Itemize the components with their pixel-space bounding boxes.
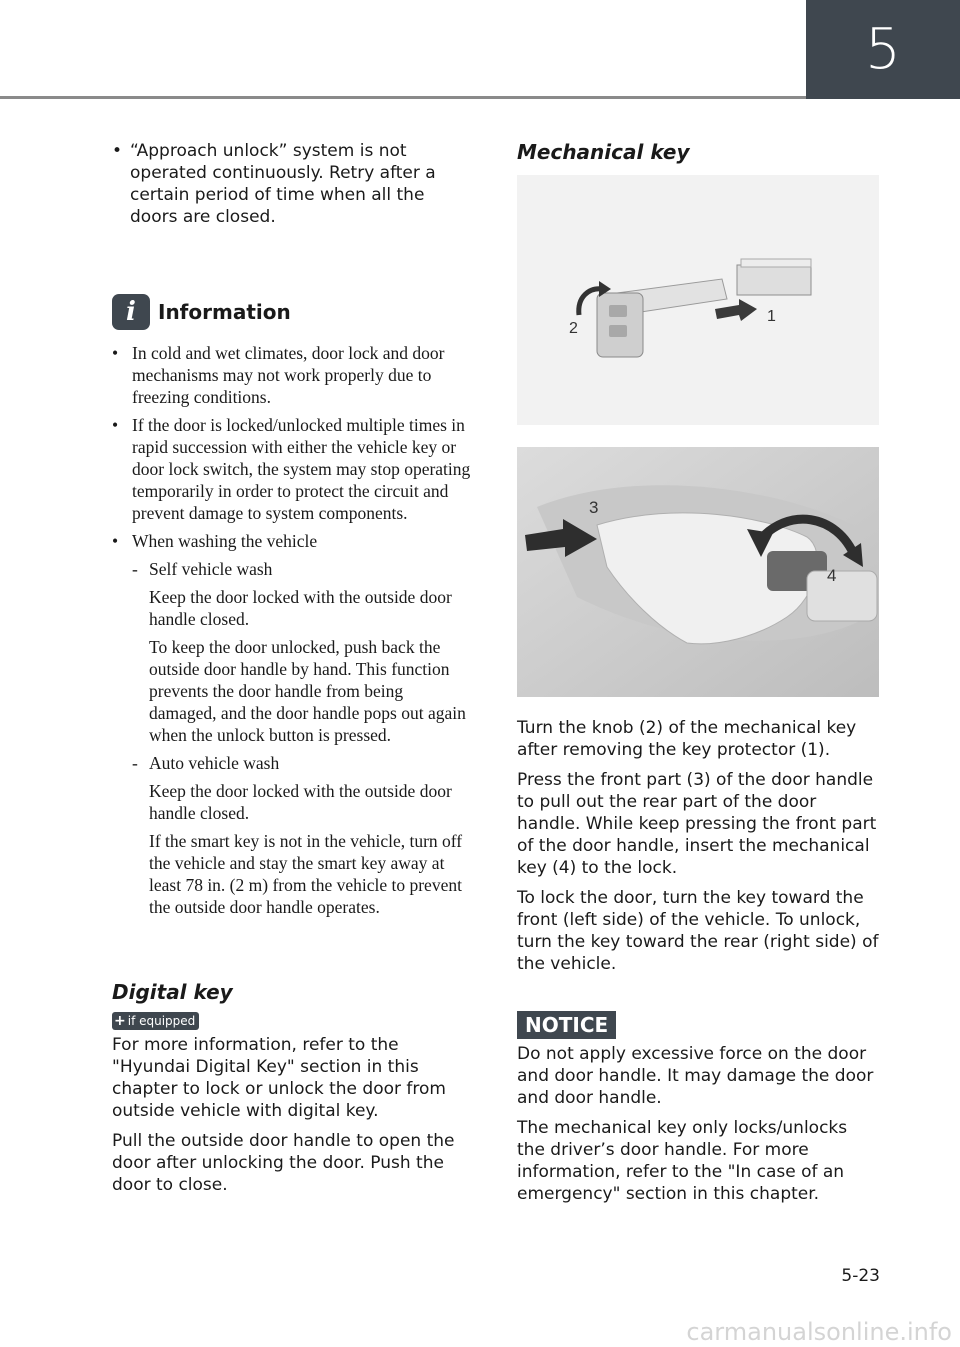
plus-icon: + bbox=[114, 1013, 126, 1029]
auto-wash-item: - Auto vehicle wash bbox=[132, 753, 280, 773]
chapter-tab: 5 bbox=[806, 0, 960, 99]
approach-unlock-bullet bbox=[112, 140, 472, 228]
header-rule bbox=[0, 96, 806, 99]
figure-label: 2 bbox=[569, 320, 578, 337]
auto-wash-paragraph: If the smart key is not in the vehicle, turn off the vehicle and stay the smart key away at least 78 in. (2 m) from the vehicle to prevent the outside door handle operates. bbox=[149, 831, 463, 917]
approach-unlock-text: “Approach unlock” system is not operated continuously. Retry after a certain period of time when all the doors are closed. bbox=[130, 141, 436, 227]
info-bullet: • If the door is locked/unlocked multiple times in rapid succession with either the vehicle key or door lock switch, the system may stop operating temporarily in order to protect the circuit and prevent damage to system components. bbox=[112, 415, 471, 523]
mechanical-key-paragraph: To lock the door, turn the key toward the front (left side) of the vehicle. To unlock, turn the key toward the rear (right side) of the vehicle. bbox=[517, 888, 879, 974]
figure-label: 1 bbox=[767, 308, 776, 325]
mechanical-key-paragraph: Press the front part (3) of the door handle to pull out the rear part of the door handle. While keep pressing the front part of the door handle, insert the mechanical key (4) to the lock. bbox=[517, 770, 877, 878]
mechanical-key-paragraph: Turn the knob (2) of the mechanical key after removing the key protector (1). bbox=[517, 718, 857, 760]
figure-label: 3 bbox=[589, 498, 599, 517]
bullet-dot: • bbox=[112, 141, 123, 161]
digital-key-title: Digital key bbox=[112, 980, 233, 1004]
figure-label: 4 bbox=[827, 566, 837, 585]
information-header bbox=[112, 294, 472, 330]
information-icon: i bbox=[112, 294, 150, 330]
right-column bbox=[517, 140, 879, 1205]
door-handle-illustration bbox=[517, 447, 879, 697]
mechanical-key-title: Mechanical key bbox=[517, 140, 690, 164]
info-bullet: • When washing the vehicle bbox=[112, 531, 318, 551]
notice-label: NOTICE bbox=[517, 1011, 616, 1039]
notice-paragraph: The mechanical key only locks/unlocks the driver’s door handle. For more information, refer to the "In case of an emergency" section in this chapter. bbox=[517, 1118, 848, 1204]
self-wash-paragraph: To keep the door unlocked, push back the outside door handle by hand. This function prevents the door handle from being damaged, and the door handle pops out again when the unlock button is pressed. bbox=[149, 637, 466, 745]
page-number: 5-23 bbox=[841, 1266, 880, 1286]
key-protector-figure bbox=[517, 175, 879, 425]
left-column bbox=[112, 140, 472, 1196]
self-wash-paragraph: Keep the door locked with the outside door handle closed. bbox=[149, 587, 452, 629]
information-body bbox=[112, 342, 472, 918]
if-equipped-badge: + if equipped bbox=[112, 1012, 199, 1030]
mechanical-key-illustration bbox=[517, 175, 879, 425]
self-wash-item: - Self vehicle wash bbox=[132, 559, 273, 579]
door-handle-figure bbox=[517, 447, 879, 697]
digital-key-paragraph: For more information, refer to the "Hyundai Digital Key" section in this chapter to lock or unlock the door from outside vehicle with digital key. bbox=[112, 1035, 446, 1121]
info-bullet: • In cold and wet climates, door lock and door mechanisms may not work properly due to freezing conditions. bbox=[112, 343, 445, 407]
information-title: Information bbox=[158, 300, 291, 324]
watermark: carmanualsonline.info bbox=[686, 1318, 952, 1346]
notice-paragraph: Do not apply excessive force on the door and door handle. It may damage the door and door handle. bbox=[517, 1044, 874, 1108]
digital-key-paragraph: Pull the outside door handle to open the door after unlocking the door. Push the door to close. bbox=[112, 1131, 455, 1195]
auto-wash-paragraph: Keep the door locked with the outside door handle closed. bbox=[149, 781, 452, 823]
